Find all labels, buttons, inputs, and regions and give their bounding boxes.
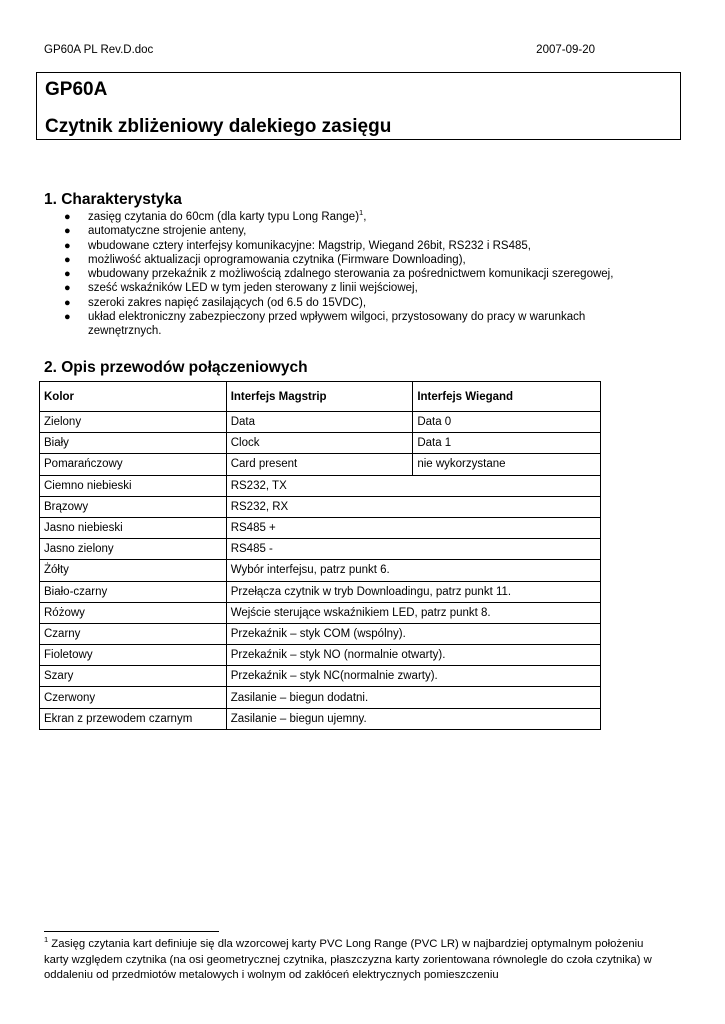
cell: Data bbox=[226, 412, 413, 433]
features-list bbox=[44, 210, 644, 339]
cell: RS485 + bbox=[226, 517, 600, 538]
cell: Zasilanie – biegun dodatni. bbox=[226, 687, 600, 708]
header-date: 2007-09-20 bbox=[536, 44, 595, 56]
bullet-icon: ● bbox=[64, 225, 71, 238]
footnote-ref: 1 bbox=[359, 208, 364, 218]
cell: Przekaźnik – styk COM (wspólny). bbox=[226, 623, 600, 644]
bullet-icon: ● bbox=[64, 268, 71, 281]
title-box bbox=[36, 72, 681, 140]
table-row bbox=[40, 517, 601, 538]
header-filename: GP60A PL Rev.D.doc bbox=[44, 44, 154, 56]
table-row bbox=[40, 454, 601, 475]
table-row bbox=[40, 623, 601, 644]
list-item: ● układ elektroniczny zabezpieczony przed wpływem wilgoci, przystosowany do pracy w warunkach zewnętrznych. bbox=[64, 311, 586, 338]
table-row bbox=[40, 581, 601, 602]
column-header-magstrip: Interfejs Magstrip bbox=[226, 382, 413, 412]
column-header-color: Kolor bbox=[40, 382, 227, 412]
cell: Jasno zielony bbox=[40, 539, 227, 560]
footnote-divider bbox=[44, 931, 219, 932]
footnote bbox=[44, 937, 654, 984]
cell: Różowy bbox=[40, 602, 227, 623]
table-row bbox=[40, 433, 601, 454]
bullet-icon: ● bbox=[64, 282, 71, 295]
list-item: ● szeroki zakres napięć zasilających (od 6.5 do 15VDC), bbox=[64, 296, 367, 309]
table-row bbox=[40, 560, 601, 581]
cell: Data 0 bbox=[413, 412, 601, 433]
list-item: ● wbudowane cztery interfejsy komunikacyjne: Magstrip, Wiegand 26bit, RS232 i RS485, bbox=[64, 239, 531, 252]
table-header-row bbox=[40, 382, 601, 412]
footnote-mark: 1 bbox=[44, 935, 49, 945]
cell: Zasilanie – biegun ujemny. bbox=[226, 708, 600, 729]
cell: Biały bbox=[40, 433, 227, 454]
cell: Czerwony bbox=[40, 687, 227, 708]
cell: RS232, RX bbox=[226, 496, 600, 517]
table-row bbox=[40, 496, 601, 517]
cell: Ciemno niebieski bbox=[40, 475, 227, 496]
cell: Przekaźnik – styk NC(normalnie zwarty). bbox=[226, 666, 600, 687]
footnote-text: Zasięg czytania kart definiuje się dla wzorcowej karty PVC Long Range (PVC LR) w najbardziej optymalnym położeniu karty względem czytnika (na osi geometrycznej czytnika, płaszczyzna karty zorientowana równolegle do czoła czytnika) w oddaleniu od przedmiotów metalowych i wolnym od zakłóceń elektrycznych pomieszczeniu bbox=[44, 938, 652, 981]
bullet-icon: ● bbox=[64, 311, 71, 324]
cell: Jasno niebieski bbox=[40, 517, 227, 538]
cell: Biało-czarny bbox=[40, 581, 227, 602]
list-item: ● wbudowany przekaźnik z możliwością zdalnego sterowania za pośrednictwem komunikacji szeregowej, bbox=[64, 268, 614, 281]
cell: Pomarańczowy bbox=[40, 454, 227, 475]
section-heading-wires: 2. Opis przewodów połączeniowych bbox=[44, 359, 308, 376]
cell: Wejście sterujące wskaźnikiem LED, patrz punkt 8. bbox=[226, 602, 600, 623]
list-item: ● automatyczne strojenie anteny, bbox=[64, 225, 247, 238]
cell: Żółty bbox=[40, 560, 227, 581]
table-row bbox=[40, 412, 601, 433]
bullet-icon: ● bbox=[64, 296, 71, 309]
cell: Zielony bbox=[40, 412, 227, 433]
cell: RS485 - bbox=[226, 539, 600, 560]
table-row bbox=[40, 539, 601, 560]
cell: Czarny bbox=[40, 623, 227, 644]
table-row bbox=[40, 666, 601, 687]
cell: Wybór interfejsu, patrz punkt 6. bbox=[226, 560, 600, 581]
bullet-icon: ● bbox=[64, 239, 71, 252]
cell: Card present bbox=[226, 454, 413, 475]
cell: Data 1 bbox=[413, 433, 601, 454]
wires-table bbox=[39, 381, 601, 730]
cell: Przekaźnik – styk NO (normalnie otwarty). bbox=[226, 645, 600, 666]
list-item: ● możliwość aktualizacji oprogramowania czytnika (Firmware Downloading), bbox=[64, 253, 466, 266]
cell: nie wykorzystane bbox=[413, 454, 601, 475]
column-header-wiegand: Interfejs Wiegand bbox=[413, 382, 601, 412]
list-item: ● zasięg czytania do 60cm (dla karty typu Long Range)$^1$, bbox=[64, 208, 367, 223]
cell: Przełącza czytnik w tryb Downloadingu, patrz punkt 11. bbox=[226, 581, 600, 602]
cell: Fioletowy bbox=[40, 645, 227, 666]
table-row bbox=[40, 475, 601, 496]
bullet-icon: ● bbox=[64, 211, 71, 223]
cell: Szary bbox=[40, 666, 227, 687]
table-row bbox=[40, 708, 601, 729]
table-row bbox=[40, 687, 601, 708]
section-heading-features: 1. Charakterystyka bbox=[44, 191, 182, 208]
cell: Brązowy bbox=[40, 496, 227, 517]
cell: RS232, TX bbox=[226, 475, 600, 496]
list-item: ● sześć wskaźników LED w tym jeden sterowany z linii wejściowej, bbox=[64, 282, 418, 295]
table-row bbox=[40, 602, 601, 623]
bullet-icon: ● bbox=[64, 253, 71, 266]
product-name: Czytnik zbliżeniowy dalekiego zasięgu bbox=[45, 116, 392, 137]
cell: Ekran z przewodem czarnym bbox=[40, 708, 227, 729]
product-code: GP60A bbox=[45, 79, 108, 100]
table-row bbox=[40, 645, 601, 666]
cell: Clock bbox=[226, 433, 413, 454]
